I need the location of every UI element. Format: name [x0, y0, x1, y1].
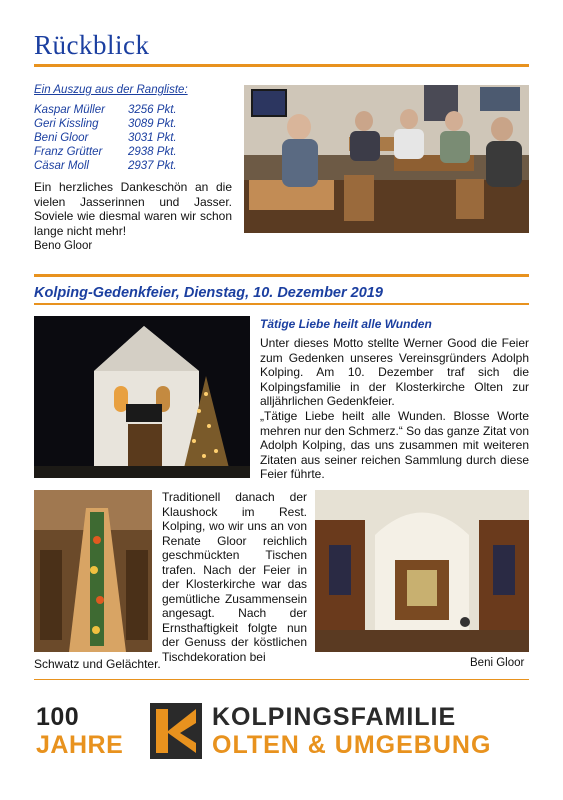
ranking-points: 3089 Pkt. — [128, 118, 177, 130]
table-decoration-photo — [34, 490, 152, 652]
thanks-text: Ein herzliches Dankeschön an die vielen Jasserinnen und Jasser. Soviele wie diesmal waren wir schon lange nicht mehr! — [34, 180, 232, 238]
ranking-name: Kaspar Müller — [34, 104, 105, 116]
kolping-paragraph-3-end: Schwatz und Gelächter. — [34, 657, 161, 671]
ranking-points: 3256 Pkt. — [128, 104, 177, 116]
ranking-row — [34, 117, 234, 131]
footer-jahre: JAHRE — [36, 731, 124, 759]
ranking-name: Beni Gloor — [34, 132, 89, 144]
ranking-author: Beno Gloor — [34, 240, 93, 252]
ranking-name: Geri Kissling — [34, 118, 99, 130]
kolping-paragraph-2: „Tätige Liebe heilt alle Wunden. Blosse Worte mehren nur den Schmerz.“ So das ganze Zitat von Adolph Kolping, das uns zusammen mit weiteren Zitaten aus seiner reichen Sammlung durch diese Feier führte. — [260, 409, 529, 481]
ranking-points: 3031 Pkt. — [128, 132, 177, 144]
footer-kolpingsfamilie: KOLPINGSFAMILIE — [212, 703, 457, 731]
church-photo — [34, 316, 250, 478]
kolping-subheading: Tätige Liebe heilt alle Wunden — [260, 317, 432, 331]
page-title: Rückblick — [34, 30, 150, 60]
church-interior-photo — [315, 490, 529, 652]
kolping-logo — [150, 703, 202, 759]
footer-divider — [34, 679, 529, 680]
ranking-name: Franz Grütter — [34, 146, 103, 158]
ranking-heading: Ein Auszug aus der Rangliste: — [34, 84, 188, 96]
ranking-row — [34, 131, 234, 145]
footer-olten-umgebung: OLTEN & UMGEBUNG — [212, 731, 492, 759]
footer-100: 100 — [36, 703, 80, 731]
ranking-name: Cäsar Moll — [34, 160, 89, 172]
kolping-paragraph-1: Unter dieses Motto stellte Werner Good die Feier zum Gedenken unseres Vereinsgründers Adolph Kolping. Am 10. Dezember traf sich die Kolpingsfamilie in der Klosterkirche Olten zur alljährlichen Gedenkfeier. — [260, 336, 529, 408]
ranking-row — [34, 145, 234, 159]
section-divider-bottom — [34, 303, 529, 305]
kolping-paragraph-3: Traditionell danach der Klaushock im Rest. Kolping, wo wir uns an von Renate Gloor reichlich geschmückten Tischen trafen. Nach der Feier in der Klosterkirche war das gemütliche Zusammensein angesagt. Nach der Ernsthaftigkeit folgte nun der Genuss der köstlichen Tischdekoration bei — [162, 490, 307, 664]
jass-players-photo — [244, 85, 529, 233]
title-divider — [34, 64, 529, 67]
ranking-row — [34, 159, 234, 173]
kolping-heading: Kolping-Gedenkfeier, Dienstag, 10. Dezember 2019 — [34, 285, 383, 301]
ranking-points: 2937 Pkt. — [128, 160, 177, 172]
kolping-author: Beni Gloor — [470, 657, 525, 669]
section-divider-top — [34, 274, 529, 277]
ranking-points: 2938 Pkt. — [128, 146, 177, 158]
ranking-row — [34, 103, 234, 117]
ranking-list — [34, 103, 234, 173]
